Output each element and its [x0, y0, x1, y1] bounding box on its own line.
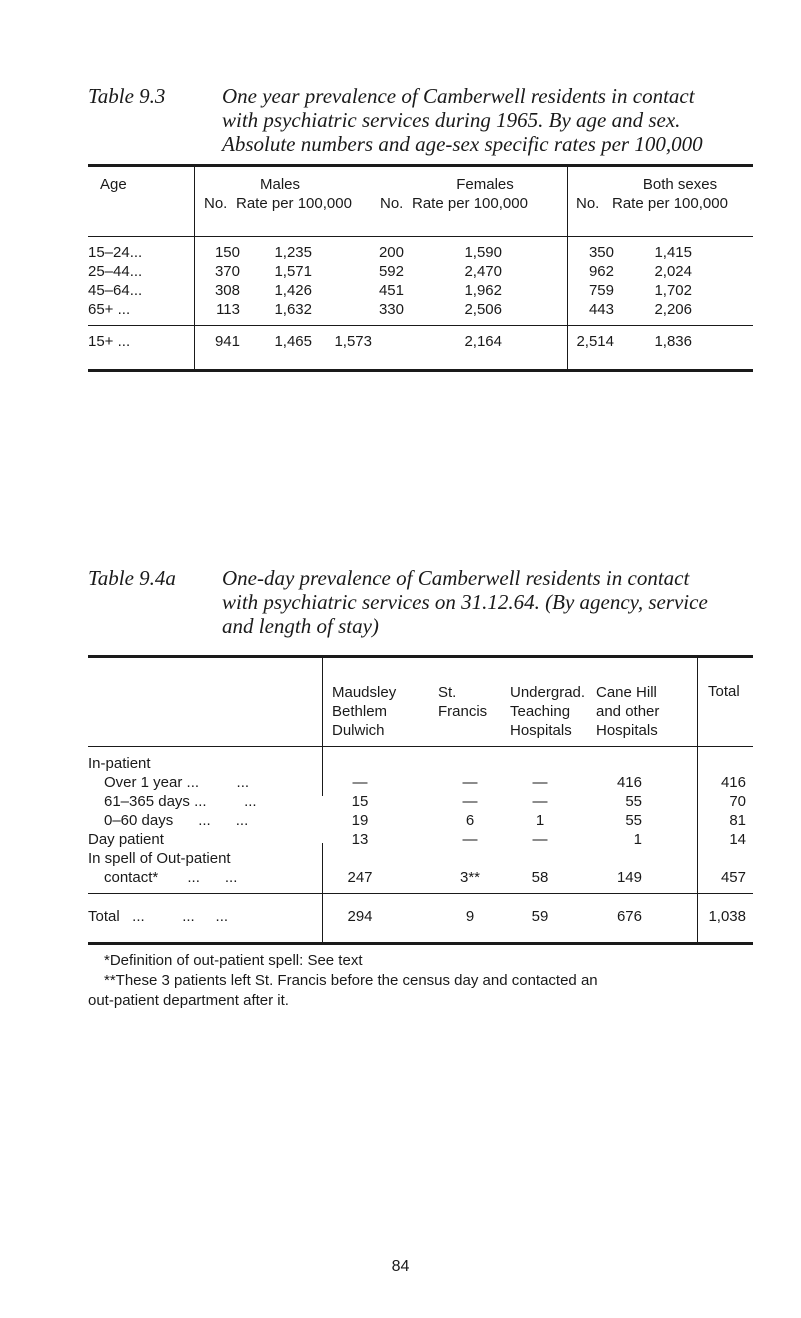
- footnote-1: *Definition of out-patient spell: See text: [104, 952, 363, 969]
- row-b-no: 350: [588, 244, 614, 261]
- row-undergrad: 58: [531, 869, 549, 886]
- row-age: 15–24...: [88, 244, 143, 261]
- row-cane-hill: 149: [616, 869, 642, 886]
- row-maudsley: 247: [347, 869, 373, 886]
- table2-divider-total-total: [697, 894, 698, 942]
- row-b-no: 962: [588, 263, 614, 280]
- table1-header-m-rate: Rate per 100,000: [236, 195, 352, 212]
- table1-header-both: Both sexes: [642, 176, 718, 193]
- row-f-no: 200: [378, 244, 404, 261]
- total-maudsley: 294: [347, 908, 373, 925]
- table2-title-line-1: One-day prevalence of Camberwell residents in contact: [222, 566, 690, 590]
- table1-label: Table 9.3: [88, 84, 166, 108]
- table1-header-age: Age: [100, 176, 127, 193]
- table2-divider-label-lower: [322, 843, 323, 893]
- page-number: 84: [391, 1258, 410, 1275]
- row-m-rate: 1,632: [274, 301, 312, 318]
- row-m-rate: 1,426: [274, 282, 312, 299]
- row-st-francis: —: [462, 831, 478, 848]
- row-b-no: 759: [588, 282, 614, 299]
- total-st-francis: 9: [465, 908, 475, 925]
- table1-title-line-2: with psychiatric services during 1965. By age and sex.: [222, 108, 681, 132]
- row-total: 457: [720, 869, 746, 886]
- table2-caption: [88, 566, 768, 638]
- total-m-no: 941: [214, 333, 240, 350]
- row-m-no: 113: [216, 301, 240, 318]
- table2-divider-total: [697, 658, 698, 893]
- total-cane-hill: 676: [616, 908, 642, 925]
- table1-total-rule: [88, 325, 753, 326]
- total-total: 1,038: [708, 908, 746, 925]
- row-f-no: 451: [378, 282, 404, 299]
- table2-divider-label-total: [322, 894, 323, 942]
- row-f-rate: 1,962: [464, 282, 502, 299]
- table1-header-m-no: No.: [204, 195, 228, 212]
- section-out-patient-spell: In spell of Out-patient: [88, 850, 231, 867]
- table1-header-males: Males: [259, 176, 300, 193]
- row-cane-hill: 416: [616, 774, 642, 791]
- row-f-no: 330: [378, 301, 404, 318]
- table2-bottom-rule: [88, 942, 753, 945]
- table1-title-line-3: Absolute numbers and age-sex specific rates per 100,000: [222, 132, 703, 156]
- header-maudsley: Maudsley Bethlem Dulwich: [332, 684, 397, 739]
- row-f-rate: 2,470: [464, 263, 502, 280]
- table1-header-b-no: No.: [576, 195, 600, 212]
- row-m-no: 370: [214, 263, 240, 280]
- row-cane-hill: 55: [625, 812, 642, 829]
- table1-top-rule: [88, 164, 753, 167]
- total-age: 15+ ...: [88, 333, 131, 350]
- row-maudsley: 19: [351, 812, 369, 829]
- row-label: Over 1 year ... ...: [104, 774, 250, 791]
- section-inpatient: In-patient: [88, 755, 151, 772]
- table2-total-rule: [88, 893, 753, 894]
- row-f-rate: 2,506: [464, 301, 502, 318]
- table1-header-females: Females: [456, 176, 514, 193]
- table2-title-line-2: with psychiatric services on 31.12.64. (By agency, service: [222, 590, 708, 614]
- table2-label: Table 9.4a: [88, 566, 176, 590]
- row-st-francis: 6: [465, 812, 475, 829]
- total-b-rate: 1,836: [654, 333, 692, 350]
- row-cane-hill: 55: [625, 793, 642, 810]
- table1-caption: [88, 84, 768, 156]
- table2-title-line-3: and length of stay): [222, 614, 379, 638]
- row-undergrad: 1: [535, 812, 545, 829]
- row-maudsley: 15: [351, 793, 369, 810]
- table1-header-rule: [88, 236, 753, 237]
- row-age: 45–64...: [88, 282, 143, 299]
- row-st-francis: 3**: [459, 869, 481, 886]
- total-label: Total ... ... ...: [88, 908, 229, 925]
- header-cane-hill: Cane Hill and other Hospitals: [596, 684, 660, 739]
- row-total: 14: [729, 831, 746, 848]
- row-cane-hill: 1: [633, 831, 642, 848]
- row-total: 70: [729, 793, 746, 810]
- row-st-francis: —: [462, 793, 478, 810]
- table1-bottom-rule: [88, 369, 753, 372]
- footnote-3: out-patient department after it.: [88, 992, 289, 1009]
- row-label: contact* ... ...: [104, 869, 238, 886]
- header-total: Total: [708, 683, 740, 700]
- footnote-2: **These 3 patients left St. Francis before the census day and contacted an: [104, 972, 598, 989]
- row-m-rate: 1,235: [274, 244, 312, 261]
- row-undergrad: —: [532, 793, 548, 810]
- table2-header-rule: [88, 746, 753, 747]
- row-b-rate: 1,415: [654, 244, 692, 261]
- total-f-no: 1,573: [334, 333, 372, 350]
- row-label: 0–60 days ... ...: [104, 812, 249, 829]
- row-st-francis: —: [462, 774, 478, 791]
- header-undergrad: Undergrad. Teaching Hospitals: [510, 684, 586, 739]
- row-m-no: 308: [214, 282, 240, 299]
- row-f-no: 592: [378, 263, 404, 280]
- total-m-rate: 1,465: [274, 333, 312, 350]
- row-label: Day patient: [88, 831, 164, 848]
- row-total: 81: [729, 812, 746, 829]
- row-b-no: 443: [588, 301, 614, 318]
- table2-divider-label: [322, 658, 323, 796]
- row-f-rate: 1,590: [464, 244, 502, 261]
- row-b-rate: 1,702: [654, 282, 692, 299]
- total-undergrad: 59: [531, 908, 549, 925]
- row-m-rate: 1,571: [274, 263, 312, 280]
- table1-header-f-rate: Rate per 100,000: [412, 195, 528, 212]
- row-total: 416: [720, 774, 746, 791]
- table2-top-rule: [88, 655, 753, 658]
- header-st-francis: St. Francis: [438, 684, 488, 720]
- total-b-no: 2,514: [576, 333, 614, 350]
- row-age: 25–44...: [88, 263, 143, 280]
- row-undergrad: —: [532, 831, 548, 848]
- row-label: 61–365 days ... ...: [104, 793, 257, 810]
- table1-title-line-1: One year prevalence of Camberwell residents in contact: [222, 84, 695, 108]
- row-maudsley: —: [352, 774, 368, 791]
- row-maudsley: 13: [351, 831, 369, 848]
- row-age: 65+ ...: [88, 301, 131, 318]
- row-m-no: 150: [214, 244, 240, 261]
- table1-header-f-no: No.: [380, 195, 404, 212]
- total-f-rate: 2,164: [464, 333, 502, 350]
- row-undergrad: —: [532, 774, 548, 791]
- row-b-rate: 2,024: [654, 263, 692, 280]
- row-b-rate: 2,206: [654, 301, 692, 318]
- table1-header-b-rate: Rate per 100,000: [612, 195, 728, 212]
